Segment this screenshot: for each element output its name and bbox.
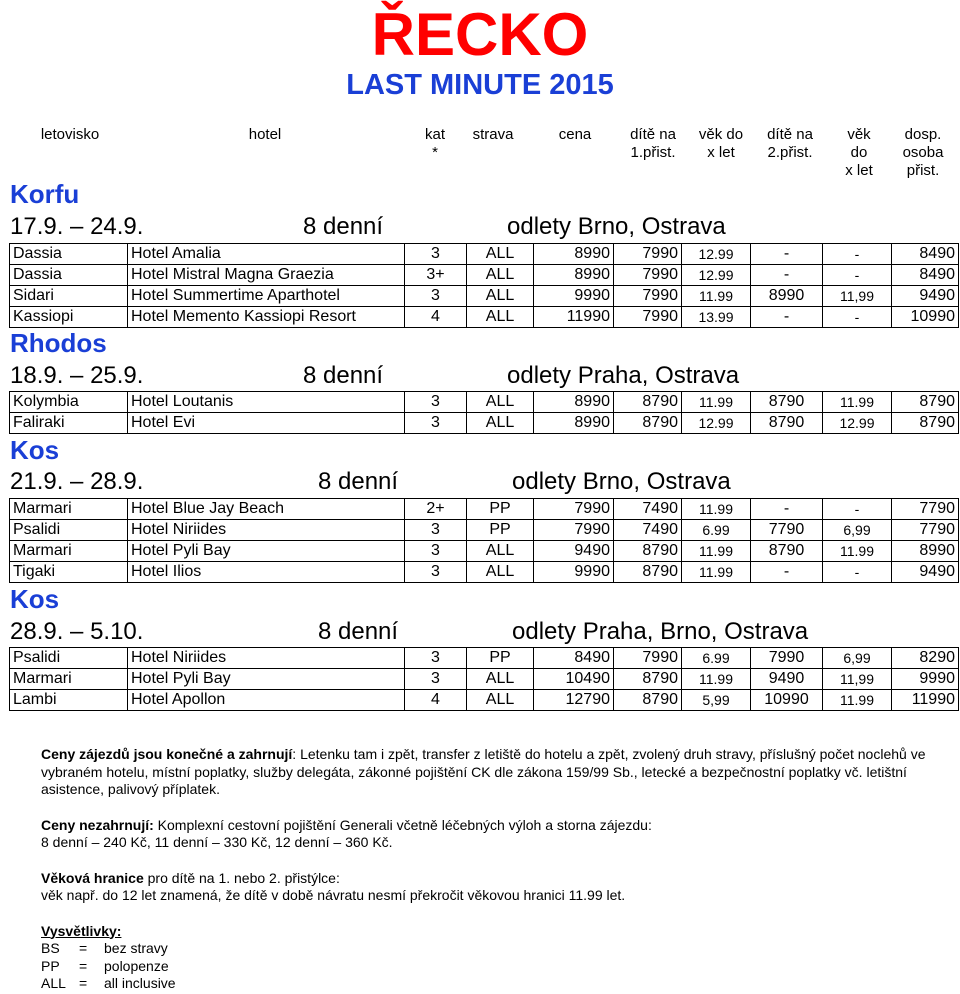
region-title: Kos bbox=[10, 435, 60, 465]
period-dates: 21.9. – 28.9. bbox=[10, 468, 144, 495]
col-dite2 bbox=[754, 126, 826, 162]
cell-letovisko: Kolymbia bbox=[10, 392, 128, 413]
column-header bbox=[0, 126, 960, 182]
period-dates: 17.9. – 24.9. bbox=[10, 213, 144, 240]
cell-vek2: 11,99 bbox=[823, 669, 892, 690]
table-row bbox=[10, 669, 959, 690]
cell-dosp: 8490 bbox=[892, 244, 959, 265]
table-row bbox=[10, 520, 959, 541]
cell-hotel: Hotel Mistral Magna Graezia bbox=[128, 265, 405, 286]
cell-cena: 8990 bbox=[534, 265, 614, 286]
cell-vek1: 11.99 bbox=[682, 392, 751, 413]
cell-kat: 3 bbox=[405, 669, 467, 690]
cell-dite1: 8790 bbox=[614, 413, 682, 434]
cell-hotel: Hotel Summertime Aparthotel bbox=[128, 286, 405, 307]
cell-strava: ALL bbox=[467, 541, 534, 562]
cell-vek2: 12.99 bbox=[823, 413, 892, 434]
cell-strava: ALL bbox=[467, 244, 534, 265]
cell-dite2: 7990 bbox=[751, 648, 823, 669]
cell-hotel: Hotel Ilios bbox=[128, 562, 405, 583]
cell-strava: ALL bbox=[467, 669, 534, 690]
cell-dosp: 8790 bbox=[892, 413, 959, 434]
cell-kat: 3 bbox=[405, 648, 467, 669]
cell-vek1: 13.99 bbox=[682, 307, 751, 328]
cell-vek2: 6,99 bbox=[823, 520, 892, 541]
cell-hotel: Hotel Pyli Bay bbox=[128, 669, 405, 690]
col-letovisko: letovisko bbox=[40, 126, 100, 143]
cell-letovisko: Marmari bbox=[10, 669, 128, 690]
cell-vek2: - bbox=[823, 244, 892, 265]
period-line bbox=[10, 212, 960, 242]
notes bbox=[41, 746, 941, 993]
cell-hotel: Hotel Evi bbox=[128, 413, 405, 434]
cell-kat: 4 bbox=[405, 690, 467, 711]
cell-strava: ALL bbox=[467, 392, 534, 413]
cell-kat: 3 bbox=[405, 392, 467, 413]
cell-strava: ALL bbox=[467, 265, 534, 286]
legend-meaning: bez stravy bbox=[104, 940, 168, 956]
period-length: 8 denní bbox=[303, 362, 384, 389]
period-departures: odlety Praha, Brno, Ostrava bbox=[512, 618, 809, 645]
cell-cena: 10490 bbox=[534, 669, 614, 690]
cell-cena: 7990 bbox=[534, 520, 614, 541]
excluded-text: Komplexní cestovní pojištění Generali včetně léčebných výloh a storna zájezdu: bbox=[153, 816, 652, 833]
table-row bbox=[10, 562, 959, 583]
legend-eq: = bbox=[79, 940, 88, 956]
cell-kat: 3 bbox=[405, 562, 467, 583]
cell-dite1: 8790 bbox=[614, 541, 682, 562]
table-row bbox=[10, 499, 959, 520]
period-dates: 18.9. – 25.9. bbox=[10, 362, 144, 389]
cell-strava: ALL bbox=[467, 307, 534, 328]
cell-letovisko: Psalidi bbox=[10, 648, 128, 669]
period-line bbox=[10, 361, 960, 391]
cell-cena: 7990 bbox=[534, 499, 614, 520]
legend-code: BS bbox=[41, 940, 60, 956]
cell-strava: PP bbox=[467, 520, 534, 541]
cell-cena: 8490 bbox=[534, 648, 614, 669]
period-line bbox=[10, 467, 960, 497]
cell-vek1: 12.99 bbox=[682, 413, 751, 434]
cell-dite1: 8790 bbox=[614, 392, 682, 413]
period-departures: odlety Brno, Ostrava bbox=[507, 213, 726, 240]
cell-kat: 3 bbox=[405, 244, 467, 265]
excluded-paragraph bbox=[41, 817, 941, 852]
excluded-label: Ceny nezahrnují: bbox=[41, 816, 154, 833]
cell-vek2: - bbox=[823, 499, 892, 520]
hotel-table bbox=[9, 647, 959, 711]
cell-vek1: 11.99 bbox=[682, 541, 751, 562]
cell-letovisko: Faliraki bbox=[10, 413, 128, 434]
table-row bbox=[10, 648, 959, 669]
cell-dosp: 8490 bbox=[892, 265, 959, 286]
col-cena: cena bbox=[558, 126, 592, 143]
cell-letovisko: Dassia bbox=[10, 244, 128, 265]
cell-cena: 8990 bbox=[534, 413, 614, 434]
cell-letovisko: Lambi bbox=[10, 690, 128, 711]
legend-title: Vysvětlivky: bbox=[41, 922, 122, 939]
cell-kat: 3 bbox=[405, 541, 467, 562]
cell-dite2: 8790 bbox=[751, 392, 823, 413]
cell-vek1: 5,99 bbox=[682, 690, 751, 711]
cell-letovisko: Marmari bbox=[10, 499, 128, 520]
cell-letovisko: Tigaki bbox=[10, 562, 128, 583]
cell-dite2: 10990 bbox=[751, 690, 823, 711]
col-dosp-line1: dosp. bbox=[904, 126, 942, 143]
cell-hotel: Hotel Apollon bbox=[128, 690, 405, 711]
period-dates: 28.9. – 5.10. bbox=[10, 618, 144, 645]
cell-dite1: 8790 bbox=[614, 562, 682, 583]
hotel-table bbox=[9, 243, 959, 328]
cell-cena: 12790 bbox=[534, 690, 614, 711]
legend-meaning: polopenze bbox=[104, 957, 169, 974]
cell-cena: 9490 bbox=[534, 541, 614, 562]
col-strava: strava bbox=[472, 126, 514, 143]
cell-strava: ALL bbox=[467, 690, 534, 711]
cell-vek1: 6.99 bbox=[682, 648, 751, 669]
cell-dosp: 8990 bbox=[892, 541, 959, 562]
included-label: Ceny zájezdů jsou konečné a zahrnují bbox=[41, 746, 293, 762]
page-title: ŘECKO bbox=[371, 1, 589, 68]
col-vek1 bbox=[688, 126, 754, 162]
age-example: věk např. do 12 let znamená, že dítě v době návratu nesmí překročit věkovou hranici 11.99 let. bbox=[41, 887, 626, 903]
excluded-prices: 8 denní – 240 Kč, 11 denní – 330 Kč, 12 denní – 360 Kč. bbox=[41, 834, 393, 850]
cell-vek2: 6,99 bbox=[823, 648, 892, 669]
cell-dite1: 7990 bbox=[614, 265, 682, 286]
cell-hotel: Hotel Blue Jay Beach bbox=[128, 499, 405, 520]
col-dite2-line2: 2.přist. bbox=[767, 144, 813, 161]
cell-vek1: 11.99 bbox=[682, 286, 751, 307]
cell-dite2: 8790 bbox=[751, 413, 823, 434]
hotel-table bbox=[9, 498, 959, 583]
table-row bbox=[10, 265, 959, 286]
cell-dite1: 8790 bbox=[614, 690, 682, 711]
cell-kat: 2+ bbox=[405, 499, 467, 520]
col-hotel: hotel bbox=[248, 126, 282, 143]
cell-dite1: 8790 bbox=[614, 669, 682, 690]
legend-eq: = bbox=[79, 957, 88, 974]
cell-dosp: 10990 bbox=[892, 307, 959, 328]
page-subtitle: LAST MINUTE 2015 bbox=[346, 69, 614, 101]
col-kat-line2: * bbox=[432, 144, 438, 161]
cell-dite2: 8990 bbox=[751, 286, 823, 307]
cell-dite1: 7990 bbox=[614, 307, 682, 328]
cell-dite2: 9490 bbox=[751, 669, 823, 690]
hotel-table bbox=[9, 391, 959, 434]
cell-vek1: 11.99 bbox=[682, 562, 751, 583]
col-kat-line1: kat bbox=[424, 126, 445, 143]
cell-dite2: - bbox=[751, 244, 823, 265]
cell-vek2: 11.99 bbox=[823, 690, 892, 711]
table-row bbox=[10, 392, 959, 413]
cell-dosp: 7790 bbox=[892, 499, 959, 520]
cell-hotel: Hotel Amalia bbox=[128, 244, 405, 265]
cell-dosp: 8790 bbox=[892, 392, 959, 413]
legend-code: PP bbox=[41, 957, 60, 974]
cell-strava: PP bbox=[467, 499, 534, 520]
cell-dosp: 8290 bbox=[892, 648, 959, 669]
cell-dite1: 7490 bbox=[614, 520, 682, 541]
cell-dosp: 7790 bbox=[892, 520, 959, 541]
legend-eq: = bbox=[79, 975, 88, 991]
col-vek1-line2: x let bbox=[707, 144, 735, 161]
cell-dosp: 9990 bbox=[892, 669, 959, 690]
period-line bbox=[10, 617, 960, 647]
legend-row bbox=[41, 940, 941, 958]
cell-vek1: 12.99 bbox=[682, 265, 751, 286]
cell-vek2: 11.99 bbox=[823, 392, 892, 413]
cell-strava: ALL bbox=[467, 286, 534, 307]
cell-cena: 9990 bbox=[534, 286, 614, 307]
cell-letovisko: Psalidi bbox=[10, 520, 128, 541]
legend-meaning: all inclusive bbox=[104, 975, 176, 991]
cell-dite2: - bbox=[751, 265, 823, 286]
col-dite1-line2: 1.přist. bbox=[630, 144, 676, 161]
cell-vek1: 12.99 bbox=[682, 244, 751, 265]
table-row bbox=[10, 690, 959, 711]
included-paragraph bbox=[41, 746, 941, 799]
included-text: : Letenku tam i zpět, transfer z letiště do hotelu a zpět, zvolený druh stravy, příslušný počet noclehů ve vybraném hotelu, místní poplatky, služby delegáta, zákonné pojištění CK dle zákona 159/99 Sb., letecké a bezpečnostní poplatky vč. letištní asistence, palivový příplatek. bbox=[41, 746, 926, 797]
cell-dosp: 9490 bbox=[892, 562, 959, 583]
col-vek1-line1: věk do bbox=[698, 126, 744, 143]
cell-dosp: 11990 bbox=[892, 690, 959, 711]
legend-row bbox=[41, 958, 941, 976]
cell-hotel: Hotel Loutanis bbox=[128, 392, 405, 413]
cell-vek1: 11.99 bbox=[682, 499, 751, 520]
legend bbox=[41, 923, 941, 993]
col-kat bbox=[410, 126, 460, 162]
legend-row bbox=[41, 975, 941, 993]
cell-kat: 3 bbox=[405, 520, 467, 541]
cell-kat: 3 bbox=[405, 413, 467, 434]
period-departures: odlety Brno, Ostrava bbox=[512, 468, 731, 495]
cell-letovisko: Sidari bbox=[10, 286, 128, 307]
cell-dite1: 7990 bbox=[614, 648, 682, 669]
period-length: 8 denní bbox=[318, 468, 399, 495]
cell-dite2: 8790 bbox=[751, 541, 823, 562]
cell-letovisko: Kassiopi bbox=[10, 307, 128, 328]
cell-vek1: 6.99 bbox=[682, 520, 751, 541]
col-dosp-line2: osoba bbox=[902, 144, 944, 161]
cell-vek2: 11.99 bbox=[823, 541, 892, 562]
cell-dosp: 9490 bbox=[892, 286, 959, 307]
table-row bbox=[10, 244, 959, 265]
col-dite2-line1: dítě na bbox=[767, 126, 813, 143]
cell-hotel: Hotel Pyli Bay bbox=[128, 541, 405, 562]
cell-vek2: - bbox=[823, 265, 892, 286]
cell-dite1: 7490 bbox=[614, 499, 682, 520]
table-row bbox=[10, 413, 959, 434]
age-label: Věková hranice bbox=[41, 869, 144, 886]
cell-letovisko: Dassia bbox=[10, 265, 128, 286]
col-dite1-line1: dítě na bbox=[630, 126, 676, 143]
cell-dite1: 7990 bbox=[614, 286, 682, 307]
cell-kat: 4 bbox=[405, 307, 467, 328]
cell-kat: 3+ bbox=[405, 265, 467, 286]
table-row bbox=[10, 541, 959, 562]
cell-dite2: - bbox=[751, 499, 823, 520]
cell-hotel: Hotel Memento Kassiopi Resort bbox=[128, 307, 405, 328]
cell-cena: 8990 bbox=[534, 244, 614, 265]
cell-cena: 11990 bbox=[534, 307, 614, 328]
col-vek2-line3: x let bbox=[845, 162, 873, 179]
cell-cena: 8990 bbox=[534, 392, 614, 413]
col-vek2-line2: do bbox=[850, 144, 868, 161]
table-row bbox=[10, 286, 959, 307]
period-departures: odlety Praha, Ostrava bbox=[507, 362, 740, 389]
cell-hotel: Hotel Niriides bbox=[128, 520, 405, 541]
age-paragraph bbox=[41, 870, 941, 905]
table-row bbox=[10, 307, 959, 328]
cell-strava: ALL bbox=[467, 413, 534, 434]
cell-vek2: 11,99 bbox=[823, 286, 892, 307]
region-title: Kos bbox=[10, 584, 60, 614]
region-title: Korfu bbox=[10, 179, 80, 209]
legend-code: ALL bbox=[41, 975, 66, 991]
cell-strava: PP bbox=[467, 648, 534, 669]
period-length: 8 denní bbox=[303, 213, 384, 240]
cell-vek2: - bbox=[823, 562, 892, 583]
col-dosp bbox=[890, 126, 956, 180]
cell-dite2: - bbox=[751, 307, 823, 328]
col-vek2 bbox=[830, 126, 888, 180]
region-title: Rhodos bbox=[10, 328, 107, 358]
period-length: 8 denní bbox=[318, 618, 399, 645]
col-dite1 bbox=[618, 126, 688, 162]
cell-vek1: 11.99 bbox=[682, 669, 751, 690]
age-text: pro dítě na 1. nebo 2. přistýlce: bbox=[143, 869, 340, 886]
cell-dite2: - bbox=[751, 562, 823, 583]
col-dosp-line3: přist. bbox=[906, 162, 940, 179]
cell-dite1: 7990 bbox=[614, 244, 682, 265]
cell-cena: 9990 bbox=[534, 562, 614, 583]
cell-kat: 3 bbox=[405, 286, 467, 307]
cell-vek2: - bbox=[823, 307, 892, 328]
cell-dite2: 7790 bbox=[751, 520, 823, 541]
cell-letovisko: Marmari bbox=[10, 541, 128, 562]
cell-hotel: Hotel Niriides bbox=[128, 648, 405, 669]
col-vek2-line1: věk bbox=[847, 126, 871, 143]
cell-strava: ALL bbox=[467, 562, 534, 583]
